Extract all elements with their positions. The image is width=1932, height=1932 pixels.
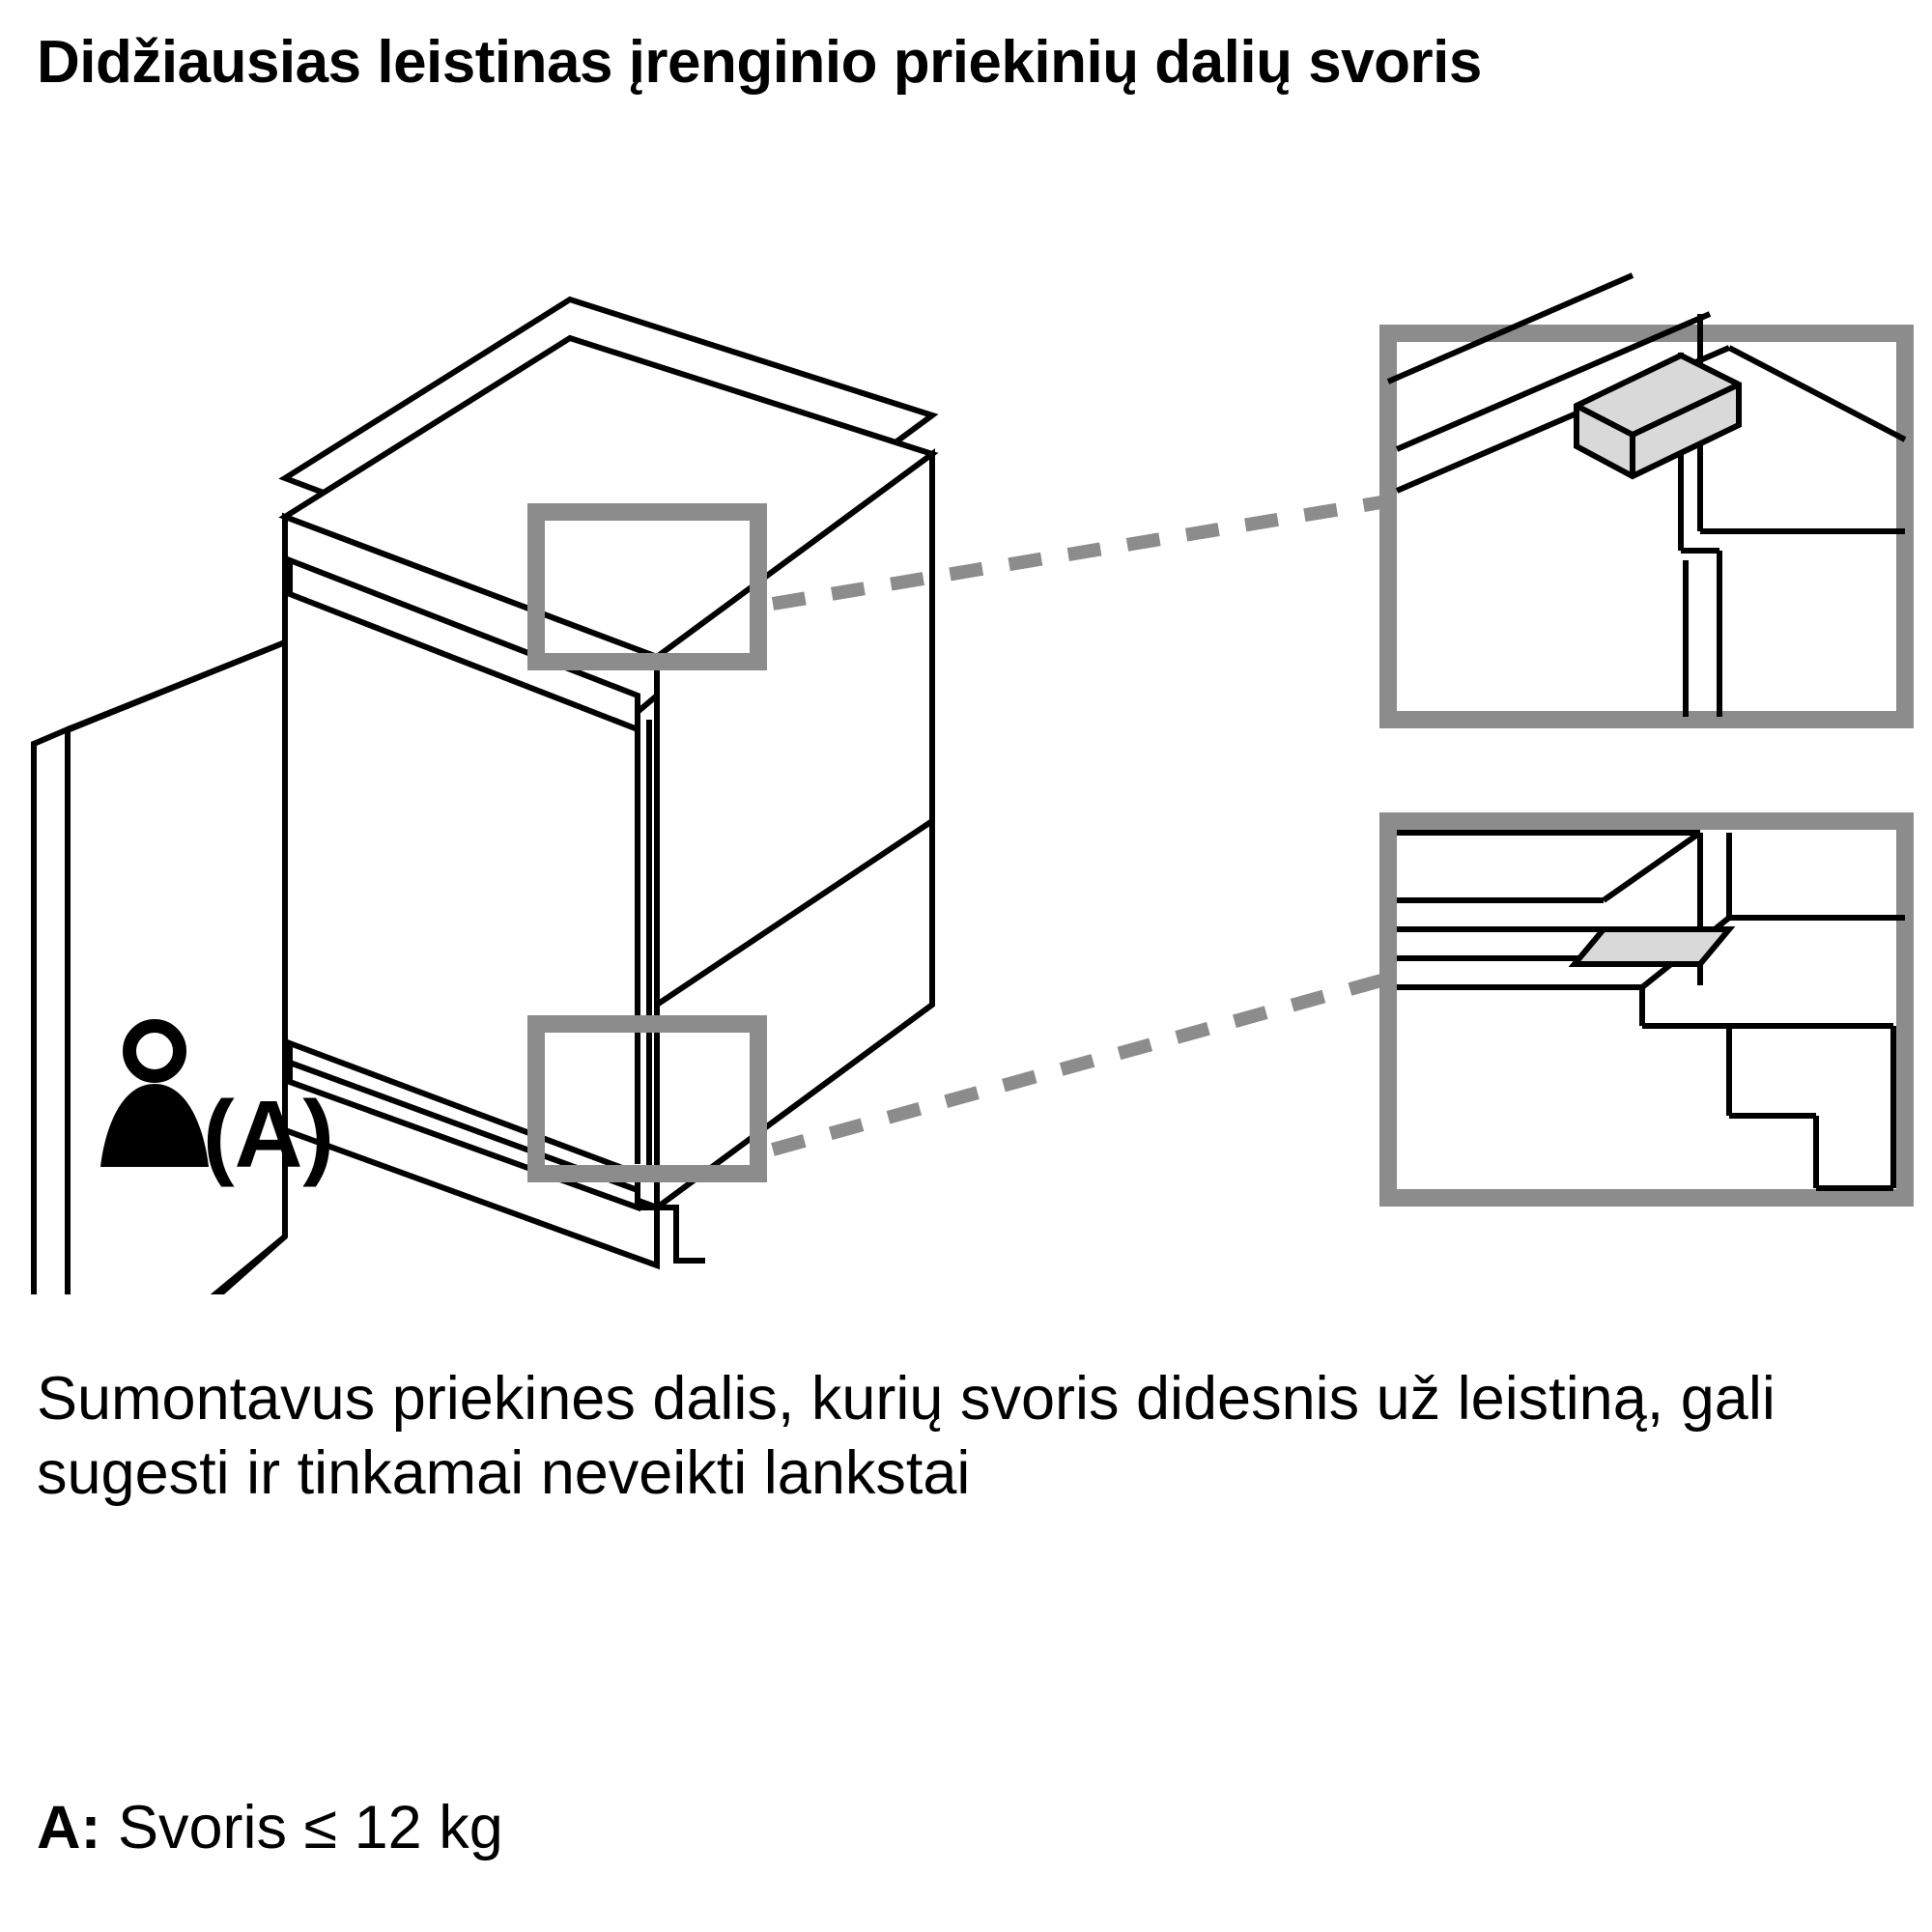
footnote-value: Svoris ≤ 12 kg (118, 1794, 503, 1861)
body-paragraph: Sumontavus priekines dalis, kurių svoris didesnis už leistiną, gali sugesti ir tinkamai neveikti lankstai (37, 1365, 1776, 1507)
diagram-svg (0, 242, 1932, 1294)
page-title: Didžiausias leistinas įrenginio priekinių dalių svoris (37, 29, 1482, 96)
footnote (37, 1792, 1804, 1865)
lower-highlight-part (1575, 929, 1729, 964)
footnote-key: A: (37, 1794, 101, 1861)
upper-hinge-detail (1388, 275, 1905, 720)
front-panel (34, 642, 285, 1294)
diagram-figure (0, 242, 1932, 1294)
lower-hinge-detail (1388, 821, 1905, 1198)
weight-label-A: (A) (203, 1081, 335, 1187)
appliance-cabinet (285, 299, 932, 1265)
